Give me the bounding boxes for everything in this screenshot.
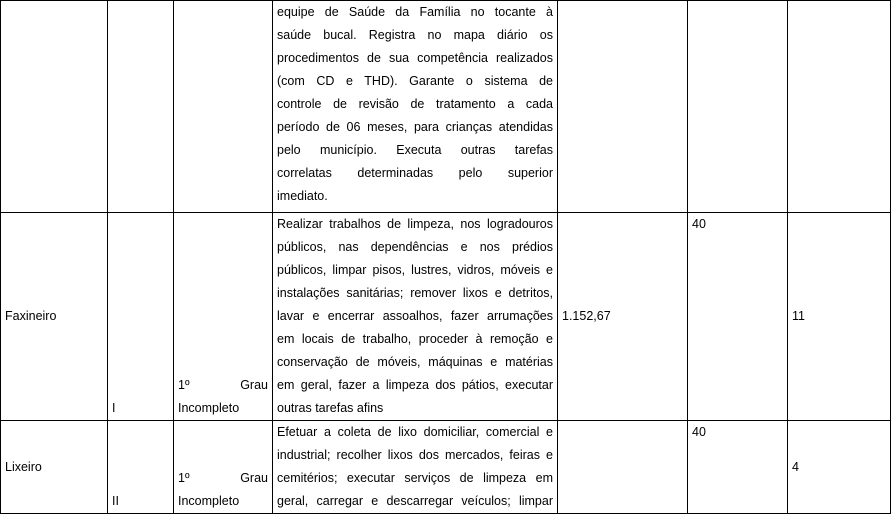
- vagas-cell: [788, 1, 891, 213]
- vencimento-cell: [558, 1, 688, 213]
- descricao-line: públicos, limpar pisos, lustres, vidros, móveis e: [277, 263, 553, 277]
- descricao-line: correlatas determinadas pelo superior: [277, 166, 553, 180]
- descricao-line: saúde bucal. Registra no mapa diário os: [277, 28, 553, 42]
- escolaridade-word: Incompleto: [178, 494, 240, 508]
- descricao-line: conservação de móveis, máquinas e matérias: [277, 355, 553, 369]
- descricao-line: cemitérios; executar serviços de limpeza em: [277, 471, 553, 485]
- descricao-line: outras tarefas afins: [277, 401, 384, 415]
- descricao-line: equipe de Saúde da Família no tocante à: [277, 5, 553, 19]
- escolaridade-word: 1º: [178, 471, 190, 485]
- escolaridade-cell: [174, 421, 273, 514]
- descricao-cell: [273, 1, 558, 213]
- cargo-cell: Faxineiro: [1, 213, 108, 421]
- table-row: [1, 213, 891, 421]
- nivel-cell: II: [108, 421, 174, 514]
- descricao-line: controle de revisão de tratamento a cada: [277, 97, 553, 111]
- descricao-line: em geral, fazer a limpeza dos pátios, executar: [277, 378, 553, 392]
- table-row: [1, 1, 891, 213]
- descricao-line: industrial; recolher lixos dos mercados, feiras e: [277, 448, 553, 462]
- nivel-cell: I: [108, 213, 174, 421]
- descricao-line: públicos, nas dependências e nos prédios: [277, 240, 553, 254]
- descricao-line: geral, carregar e descarregar veículos; limpar: [277, 494, 553, 508]
- descricao-line: lavar e encerrar assoalhos, fazer arrumações: [277, 309, 553, 323]
- descricao-line: em locais de trabalho, proceder à remoção e: [277, 332, 553, 346]
- vagas-cell: 11: [788, 213, 891, 421]
- escolaridade-cell: [174, 213, 273, 421]
- descricao-line: (com CD e THD). Garante o sistema de: [277, 74, 553, 88]
- nivel-cell: [108, 1, 174, 213]
- descricao-line: período de 06 meses, para crianças atendidas: [277, 120, 553, 134]
- descricao-line: imediato.: [277, 189, 328, 203]
- escolaridade-word: Grau: [240, 471, 268, 485]
- escolaridade-word: Incompleto: [178, 401, 240, 415]
- descricao-line: instalações sanitárias; remover lixos e detritos,: [277, 286, 553, 300]
- escolaridade-cell: [174, 1, 273, 213]
- carga-horaria-cell: 40: [688, 421, 788, 514]
- cargo-cell: Lixeiro: [1, 421, 108, 514]
- escolaridade-word: Grau: [240, 378, 268, 392]
- vencimento-cell: 1.152,67: [558, 213, 688, 421]
- carga-horaria-cell: 40: [688, 213, 788, 421]
- descricao-line: Efetuar a coleta de lixo domiciliar, comercial e: [277, 425, 553, 439]
- descricao-line: Realizar trabalhos de limpeza, nos logradouros: [277, 217, 553, 231]
- carga-horaria-cell: [688, 1, 788, 213]
- descricao-line: pelo município. Executa outras tarefas: [277, 143, 553, 157]
- cargo-cell: [1, 1, 108, 213]
- vencimento-cell: [558, 421, 688, 514]
- descricao-line: procedimentos de sua competência realizados: [277, 51, 553, 65]
- descricao-cell: [273, 421, 558, 514]
- table-row: [1, 421, 891, 514]
- descricao-cell: [273, 213, 558, 421]
- escolaridade-word: 1º: [178, 378, 190, 392]
- vagas-cell: 4: [788, 421, 891, 514]
